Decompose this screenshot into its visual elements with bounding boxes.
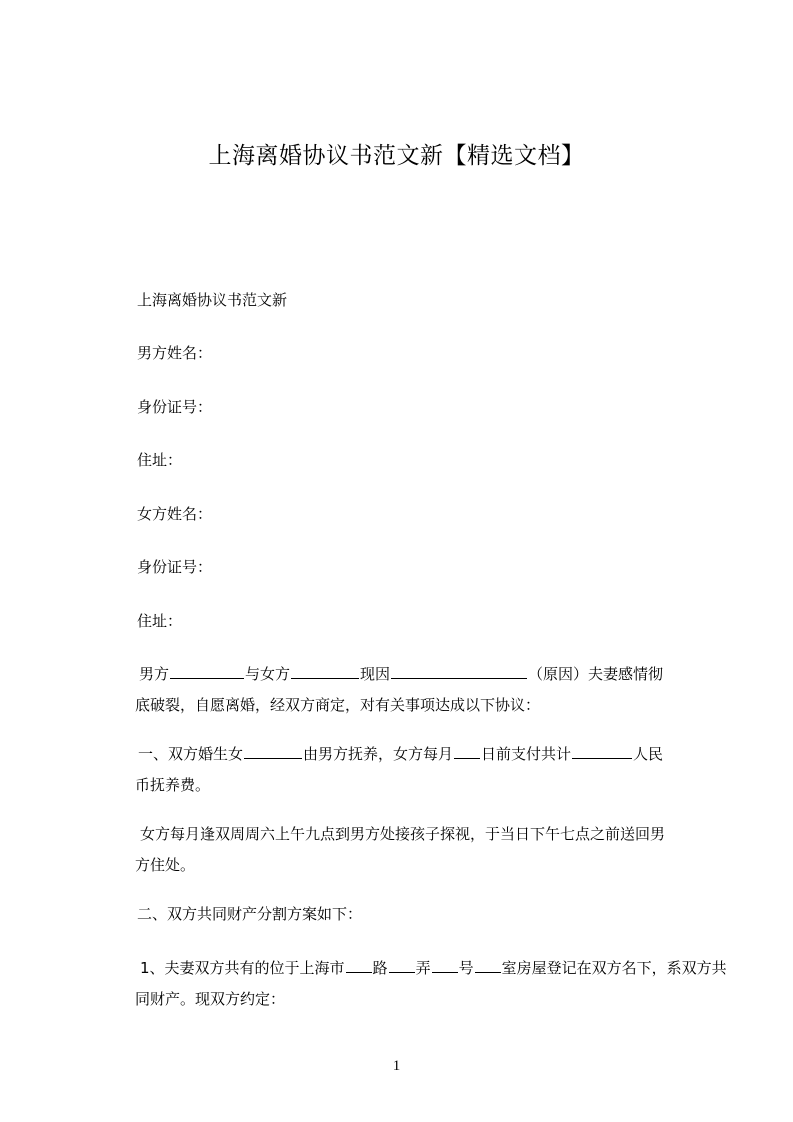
blank-room	[475, 958, 501, 973]
blank-lane	[389, 958, 415, 973]
p2-text-a: 一、双方婚生女	[138, 745, 244, 763]
p5-text-d: 号	[458, 959, 474, 977]
blank-wife-name	[291, 664, 359, 679]
p5-text-a: 1、夫妻双方共有的位于上海市	[140, 959, 345, 977]
p1-text-c: 现因	[360, 665, 391, 683]
p5-text-c: 弄	[415, 959, 431, 977]
blank-road	[346, 958, 372, 973]
wife-address-label: 住址：	[137, 612, 183, 630]
p1-text-e: 底破裂，自愿离婚，经双方商定，对有关事项达成以下协议：	[135, 696, 541, 714]
blank-number	[432, 958, 458, 973]
document-title: 上海离婚协议书范文新【精选文档】	[208, 143, 585, 169]
blank-husband-name	[170, 664, 244, 679]
section-property-heading: 二、双方共同财产分割方案如下：	[137, 905, 363, 923]
blank-child-name	[244, 744, 302, 759]
husband-id-label: 身份证号：	[137, 398, 213, 416]
paragraph-custody	[137, 739, 703, 801]
p2-text-c: 日前支付共计	[481, 745, 572, 763]
p3-text-a: 女方每月逢双周周六上午九点到男方处接孩子探视，于当日下午七点之前送回男	[140, 825, 666, 843]
blank-pay-day	[454, 744, 480, 759]
page-number: 1	[392, 1058, 401, 1074]
husband-address-label: 住址：	[137, 451, 183, 469]
paragraph-parties	[137, 659, 703, 721]
blank-amount	[572, 744, 632, 759]
p1-text-a: 男方	[139, 665, 170, 683]
p5-text-e: 室房屋登记在双方名下，系双方共	[501, 959, 727, 977]
wife-id-label: 身份证号：	[137, 558, 213, 576]
p2-text-e: 币抚养费。	[135, 776, 211, 794]
p1-text-d: （原因）夫妻感情彻	[528, 665, 664, 683]
p5-text-f: 同财产。现双方约定：	[135, 990, 286, 1008]
p5-text-b: 路	[372, 959, 388, 977]
p3-text-b: 方住处。	[135, 856, 196, 874]
husband-name-label: 男方姓名：	[137, 344, 213, 362]
p2-text-d: 人民	[633, 745, 664, 763]
blank-reason	[391, 664, 527, 679]
paragraph-property	[135, 953, 727, 1015]
p2-text-b: 由男方抚养，女方每月	[303, 745, 454, 763]
document-subtitle: 上海离婚协议书范文新	[137, 291, 288, 309]
p1-text-b: 与女方	[245, 665, 291, 683]
wife-name-label: 女方姓名：	[137, 505, 213, 523]
paragraph-visitation	[137, 819, 703, 881]
